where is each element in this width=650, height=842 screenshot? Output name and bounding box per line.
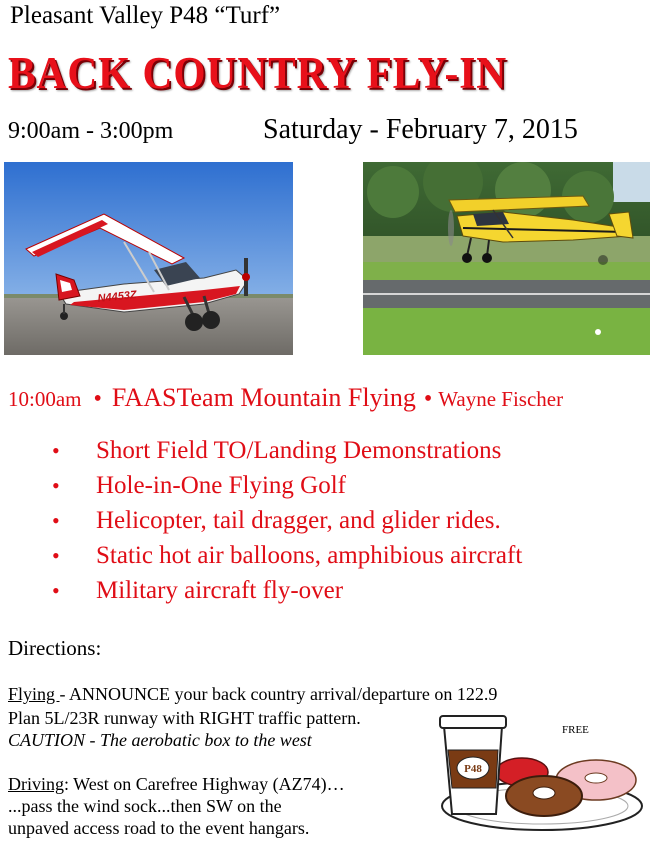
activity-text: Static hot air balloons, amphibious aircraft (96, 542, 523, 569)
driving-step: ...pass the wind sock...then SW on the (8, 796, 282, 816)
list-item (0, 538, 650, 573)
bullet-icon: • (52, 578, 60, 603)
flying-text: - ANNOUNCE your back country arrival/departure on 122.9 (59, 684, 498, 704)
caution-note (8, 729, 312, 751)
caution-text: - The aerobatic box to the west (85, 730, 312, 750)
bullet-separator: • (93, 386, 102, 412)
bullet-icon: • (52, 543, 60, 568)
runway-plan: Plan 5L/23R runway with RIGHT traffic pattern. (8, 708, 361, 728)
activities-list (0, 433, 650, 608)
event-subtitle: Pleasant Valley P48 “Turf” (10, 2, 281, 29)
event-date: Saturday - February 7, 2015 (263, 114, 578, 145)
red-plane-photo (4, 162, 293, 355)
activity-text: Short Field TO/Landing Demonstrations (96, 437, 502, 464)
seminar-speaker: Wayne Fischer (438, 387, 564, 411)
bullet-icon: • (52, 508, 60, 533)
driving-step: unpaved access road to the event hangars. (8, 818, 310, 838)
seminar-title: FAASTeam Mountain Flying (111, 383, 416, 412)
activity-text: Helicopter, tail dragger, and glider rides. (96, 507, 501, 534)
seminar-time: 10:00am (8, 387, 82, 411)
free-label: FREE (562, 724, 589, 736)
driving-directions (8, 773, 345, 795)
driving-label: Driving (8, 774, 64, 794)
list-item (0, 503, 650, 538)
cup-logo-text: P48 (464, 763, 482, 775)
caution-label: CAUTION (8, 730, 86, 750)
coffee-donuts-illustration (434, 710, 644, 837)
event-headline: BACK COUNTRY FLY-IN (8, 48, 508, 98)
event-hours: 9:00am - 3:00pm (8, 118, 174, 144)
activity-text: Hole-in-One Flying Golf (96, 472, 346, 499)
activity-text: Military aircraft fly-over (96, 577, 344, 604)
list-item (0, 468, 650, 503)
driving-text: : West on Carefree Highway (AZ74)… (64, 774, 345, 794)
plane-registration-text: N4453Z (97, 288, 138, 305)
flying-directions (8, 683, 497, 705)
flying-label: Flying (8, 684, 60, 704)
directions-heading: Directions: (8, 636, 102, 660)
list-item (0, 433, 650, 468)
bullet-icon: • (52, 438, 60, 463)
bullet-separator: • (423, 386, 433, 412)
yellow-plane-photo (363, 162, 650, 355)
bullet-icon: • (52, 473, 60, 498)
seminar-line (8, 383, 563, 413)
list-item (0, 573, 650, 608)
